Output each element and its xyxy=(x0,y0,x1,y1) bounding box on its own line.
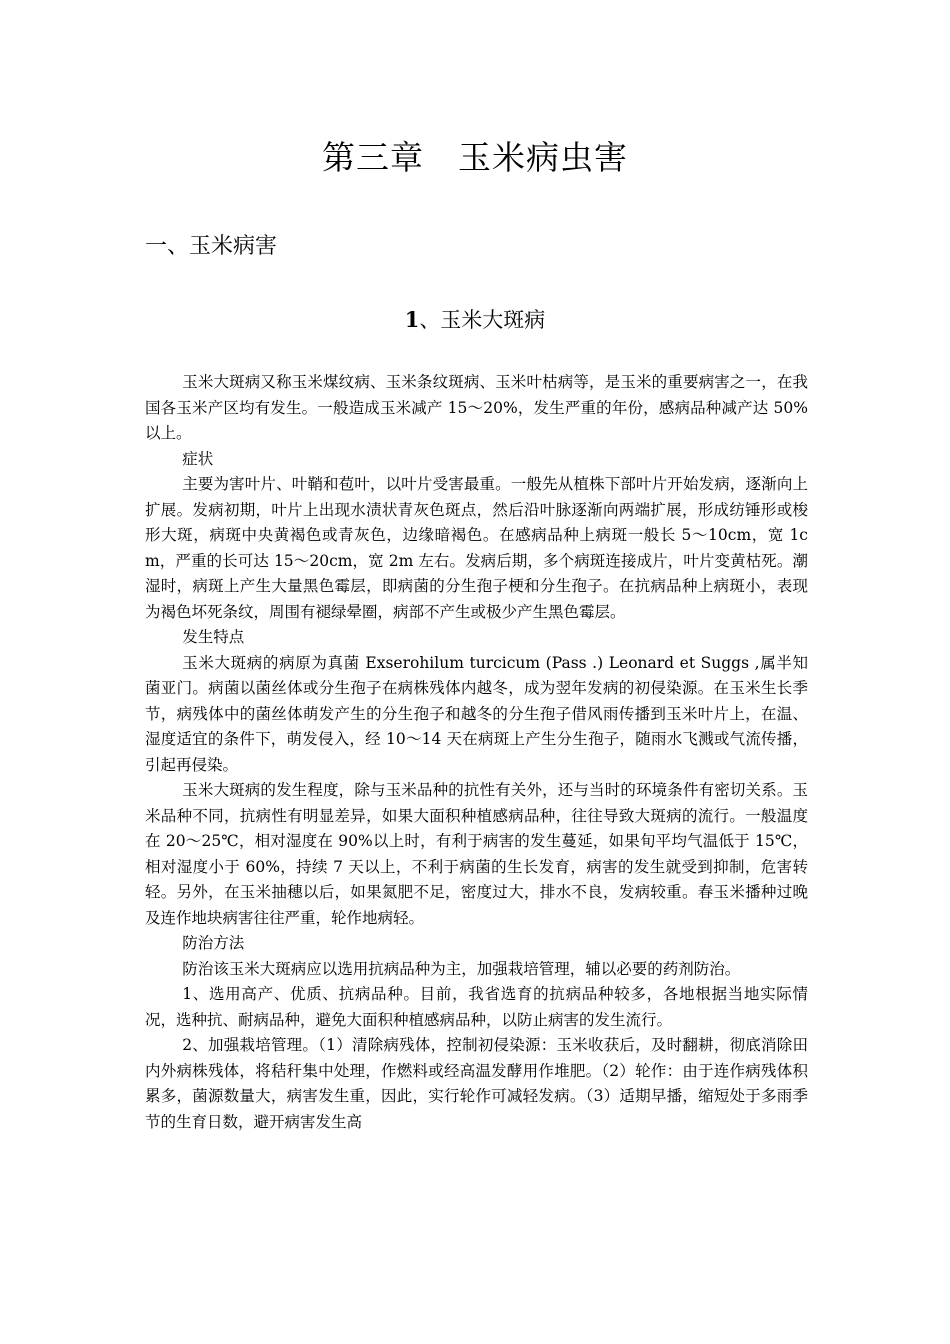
paragraph-control-intro: 防治该玉米大斑病应以选用抗病品种为主，加强栽培管理，辅以必要的药剂防治。 xyxy=(182,959,741,978)
label-occurrence: 发生特点 xyxy=(182,628,245,646)
label-symptoms: 症状 xyxy=(182,449,214,468)
paragraph-symptoms: 主要为害叶片、叶鞘和苞叶，以叶片受害最重。一般先从植株下部叶片开始发病，逐渐向上扩展。发病初期，叶片上出现水渍状青灰色斑点，然后沿叶脉逐渐向两端扩展，形成纺锤形或梭形大斑，病斑中央黄褐色或青灰色，边缘暗褐色。在感病品种上病斑一般长 5～10cm，宽 1cm，严重的长可达 15～20cm，宽 2m 左右。发病后期，多个病斑连接成片，叶片变黄枯死。潮湿时，病斑上产生大量黑色霉层，即病菌的分生孢子梗和分生孢子。在抗病品种上病斑小，表现为褐色坏死条纹，周围有褪绿晕圈，病部不产生或极少产生黑色霉层。 xyxy=(145,475,808,621)
paragraph-intro: 玉米大斑病又称玉米煤纹病、玉米条纹斑病、玉米叶枯病等，是玉米的重要病害之一，在我国各玉米产区均有发生。一般造成玉米减产 15～20%，发生严重的年份，感病品种减产达 50%以上。 xyxy=(145,373,808,442)
label-control: 防治方法 xyxy=(182,934,245,952)
paragraph-control-2: 2、加强栽培管理。（1）清除病残体，控制初侵染源：玉米收获后，及时翻耕，彻底消除田内外病株残体，将秸秆集中处理，作燃料或经高温发酵用作堆肥。（2）轮作：由于连作病残体积累多，菌源数量大，病害发生重，因此，实行轮作可减轻发病。（3）适期早播，缩短处于多雨季节的生育日数，避开病害发生高 xyxy=(145,1036,808,1131)
paragraph-environment: 玉米大斑病的发生程度，除与玉米品种的抗性有关外，还与当时的环境条件有密切关系。玉米品种不同，抗病性有明显差异，如果大面积种植感病品种，往往导致大斑病的流行。一般温度在 20～25℃，相对湿度在 90%以上时，有利于病害的发生蔓延，如果旬平均气温低于 15℃，相对湿度小于 60%，持续 7 天以上，不利于病菌的生长发育，病害的发生就受到抑制，危害转轻。另外，在玉米抽穗以后，如果氮肥不足，密度过大，排水不良，发病较重。春玉米播种过晚及连作地块病害往往严重，轮作地病轻。 xyxy=(145,781,808,927)
subsection-number: 1 xyxy=(404,307,420,332)
body-text xyxy=(145,370,808,1135)
paragraph-control-1: 1、选用高产、优质、抗病品种。目前，我省选育的抗病品种较多，各地根据当地实际情况，选种抗、耐病品种，避免大面积种植感病品种，以防止病害的发生流行。 xyxy=(145,985,808,1029)
subsection-title xyxy=(0,305,950,335)
subsection-title-text: 、玉米大斑病 xyxy=(419,308,546,332)
section-heading: 一、玉米病害 xyxy=(145,234,278,259)
paragraph-pathogen: 玉米大斑病的病原为真菌 Exserohilum turcicum (Pass .) Leonard et Suggs ,属半知菌亚门。病菌以菌丝体或分生孢子在病株残体内越冬，成为翌年发病的初侵染源。在玉米生长季节，病残体中的菌丝体萌发产生的分生孢子和越冬的分生孢子借风雨传播到玉米叶片上，在温、湿度适宜的条件下，萌发侵入，经 10～14 天在病斑上产生分生孢子，随雨水飞溅或气流传播，引起再侵染。 xyxy=(145,653,808,774)
chapter-title: 第三章 玉米病虫害 xyxy=(322,138,628,177)
